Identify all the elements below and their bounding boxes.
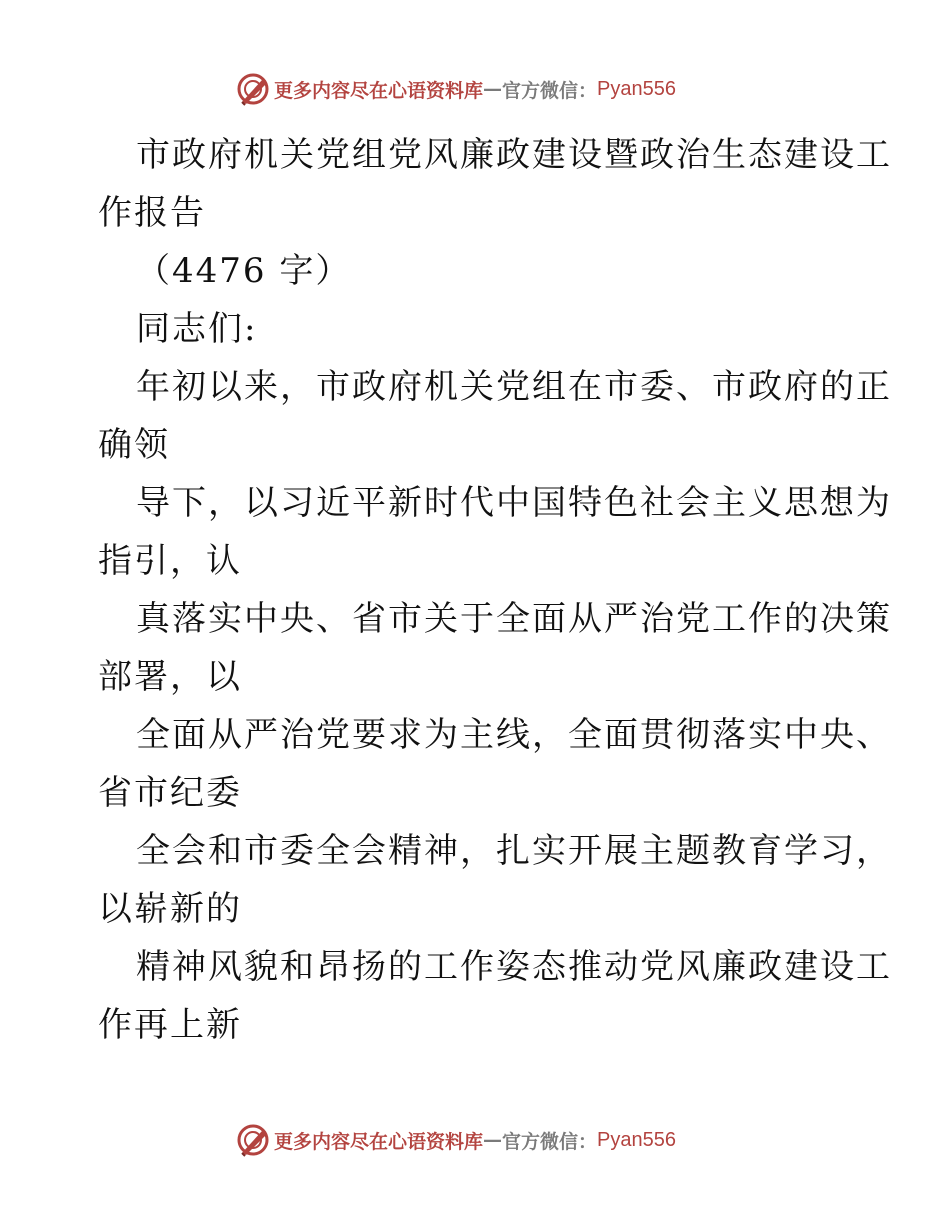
doc-paragraph-line: 全会和市委全会精神，扎实开展主题教育学习， [136, 831, 892, 871]
doc-paragraph-line: 指引，认 [98, 541, 242, 581]
doc-word-count: （4476 字） [136, 251, 352, 291]
banner-separator: — [483, 1129, 503, 1151]
doc-paragraph-line: 部署，以 [98, 657, 242, 697]
header-banner [236, 72, 676, 106]
banner-wechat-label: 官方微信： [502, 79, 598, 102]
doc-paragraph-line: 导下，以习近平新时代中国特色社会主义思想为 [136, 483, 892, 523]
pen-logo-icon [236, 72, 270, 106]
banner-wechat-label: 官方微信： [502, 1130, 598, 1153]
doc-title-line-1: 市政府机关党组党风廉政建设暨政治生态建设工 [136, 135, 892, 175]
banner-text: 更多内容尽在心语资料库 [274, 1130, 484, 1153]
pen-logo-icon [236, 1123, 270, 1157]
doc-paragraph-line: 以崭新的 [98, 889, 242, 929]
doc-salutation: 同志们: [136, 309, 258, 349]
doc-paragraph-line: 全面从严治党要求为主线，全面贯彻落实中央、 [136, 715, 892, 755]
banner-wechat-id: Pyan556 [597, 77, 676, 100]
doc-paragraph-line: 省市纪委 [98, 773, 242, 813]
doc-title-line-2: 作报告 [98, 193, 206, 233]
doc-paragraph-line: 年初以来，市政府机关党组在市委、市政府的正 [136, 367, 892, 407]
banner-separator: — [483, 78, 503, 100]
document-body [98, 126, 892, 1054]
banner-wechat-id: Pyan556 [597, 1128, 676, 1151]
doc-paragraph-line: 确领 [98, 425, 170, 465]
doc-paragraph-line: 作再上新 [98, 1005, 242, 1045]
doc-paragraph-line: 真落实中央、省市关于全面从严治党工作的决策 [136, 599, 892, 639]
doc-paragraph-line: 精神风貌和昂扬的工作姿态推动党风廉政建设工 [136, 947, 892, 987]
banner-text: 更多内容尽在心语资料库 [274, 79, 484, 102]
footer-banner [236, 1123, 676, 1157]
